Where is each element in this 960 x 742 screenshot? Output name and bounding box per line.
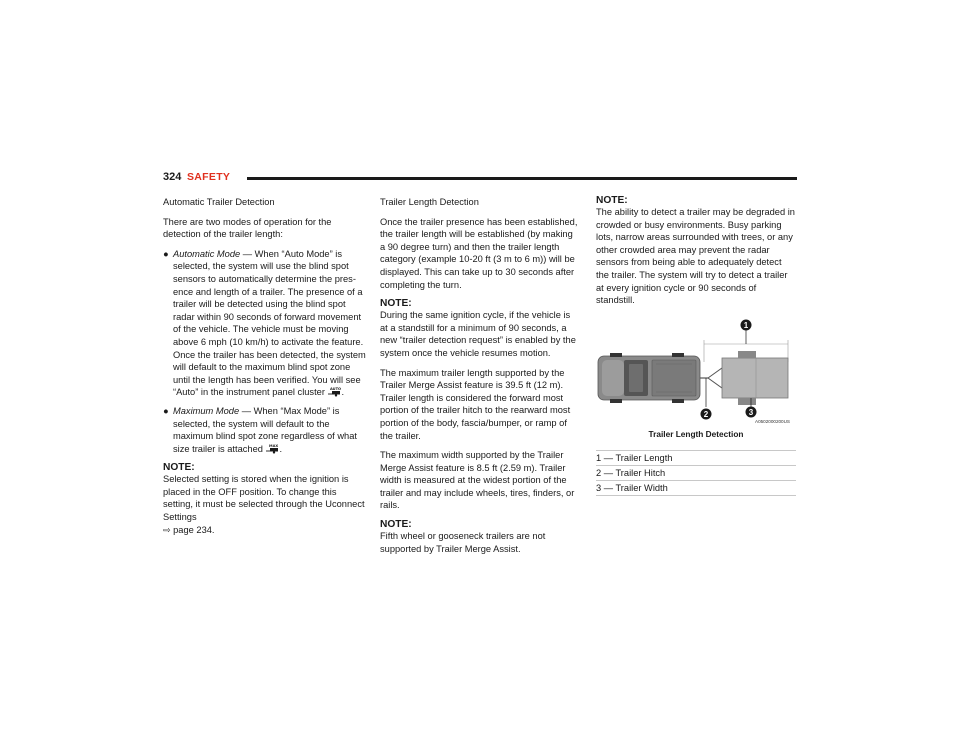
trailer-max-icon — [266, 443, 280, 458]
page-header — [163, 171, 797, 185]
section-title: SAFETY — [187, 171, 231, 183]
bullet-icon: ● — [163, 405, 169, 416]
trailer-illustration — [722, 351, 788, 407]
paragraph: Once the trailer presence has been established, the trailer length will be established (by making a 90 degree turn) and then the trailer length category (example 10-20 ft (3 m to 6 m)) will be displayed. This can take up to 30 seconds after completing the turn. — [380, 216, 578, 290]
mode-description: — When “Max Mode” is selected, the system will default to the maximum blind spot zone regardless of what size trailer is attached — [173, 405, 357, 454]
column-3 — [596, 195, 796, 496]
mode-list — [163, 248, 366, 458]
column-1 — [163, 196, 366, 543]
trailer-length-diagram — [596, 314, 796, 426]
trailer-diagram-svg — [596, 314, 796, 426]
list-item-automatic-mode: ● Automatic Mode — When “Auto Mode” is selected, the system will use the blind spot sensors to automatically determine the pres-ence and length of a trailer. The presence of a trailer will be detected using the blind spot radar within 90 seconds of forward movement of the vehicle. The vehicle must be moving above 6 mph (10 km/h) to activate the feature. Once the trailer has been detected, the system will default to the maximum blind spot zone until the length has been verified. You will see “Auto” in the instrument panel cluster AUTO . — [163, 248, 366, 401]
note-label: NOTE: — [380, 519, 412, 531]
mode-description: — When “Auto Mode” is selected, the system will use the blind spot sensors to automatically determine the pres-ence and length of a trailer. The presence of a trailer will be detected using the blind spot radar within 90 seconds of forward movement of the vehicle. The vehicle must be moving above 6 mph (10 km/h) to activate the feature. Once the trailer has been detected, the system will default to the maximum blind spot zone until the length has been verified. You will see “Auto” in the instrument panel cluster — [173, 248, 366, 398]
mode-name: Automatic Mode — [173, 248, 241, 259]
note-label: NOTE: — [163, 462, 195, 474]
figure-caption: Trailer Length Detection — [648, 428, 744, 439]
legend-row: 1 — Trailer Length — [596, 451, 796, 466]
mode-name: Maximum Mode — [173, 405, 240, 416]
note-text: Selected setting is stored when the ignition is placed in the OFF position. To change this setting, it must be selected through the Uconnect Settings ⇨ page 234. — [163, 474, 365, 535]
callout-3 — [746, 406, 757, 417]
column-2 — [380, 196, 580, 562]
paragraph: The maximum width supported by the Trailer Merge Assist feature is 8.5 ft (2.59 m). Trailer width is measured at the widest portion of the trailer and may include wheels, tires, finders, or rails. — [380, 450, 575, 511]
note-text: Fifth wheel or gooseneck trailers are not supported by Trailer Merge Assist. — [380, 531, 546, 554]
header-rule — [247, 177, 797, 180]
heading-trailer-length-detection: Trailer Length Detection — [380, 197, 479, 207]
heading-automatic-trailer-detection: Automatic Trailer Detection — [163, 197, 275, 207]
svg-text:MAX: MAX — [268, 443, 278, 448]
paragraph: The maximum trailer length supported by the Trailer Merge Assist feature is 39.5 ft (12 m). Trailer length is considered the forward most portion of the trailer hitch to the rearward most portion of the body, fascia/bumper, or ramp of the trailer. — [380, 367, 571, 441]
svg-text:1: 1 — [743, 320, 749, 330]
truck-illustration — [598, 353, 700, 403]
page-link-arrow-icon: ⇨ — [163, 524, 171, 535]
callout-1 — [741, 319, 752, 330]
note-label: NOTE: — [596, 195, 628, 206]
svg-text:AUTO: AUTO — [329, 387, 341, 392]
svg-text:3: 3 — [748, 407, 754, 417]
legend-row: 3 — Trailer Width — [596, 481, 796, 496]
callout-2 — [701, 408, 712, 419]
page-number: 324 — [163, 171, 182, 183]
hitch-illustration — [700, 368, 722, 407]
page-link[interactable]: page 234. — [173, 524, 215, 535]
intro-paragraph: There are two modes of operation for the detection of the trailer length: — [163, 216, 332, 240]
note-text: The ability to detect a trailer may be degraded in crowded or busy environments. Busy parking lots, narrow areas surrounded with trees, or any other crowded area may prevent the radar sensors from being able to adequately detect the trailer. The system will try to detect a trailer at every ignition cycle or 90 seconds of standstill. — [596, 207, 795, 306]
note-text: During the same ignition cycle, if the vehicle is at a standstill for a minimum of 90 seconds, a new “trailer detection request” is enabled by the system once the vehicle resumes motion. — [380, 310, 576, 358]
svg-text:2: 2 — [703, 409, 709, 419]
trailer-auto-icon — [328, 386, 342, 401]
bullet-icon: ● — [163, 248, 169, 259]
legend-table — [596, 450, 796, 496]
list-item-maximum-mode: ● Maximum Mode — When “Max Mode” is selected, the system will default to the maximum blind spot zone regardless of what size trailer is attached MAX . — [163, 405, 366, 457]
diagram-code: A0502000200US — [755, 418, 790, 424]
legend-row: 2 — Trailer Hitch — [596, 466, 796, 481]
note-label: NOTE: — [380, 298, 412, 310]
